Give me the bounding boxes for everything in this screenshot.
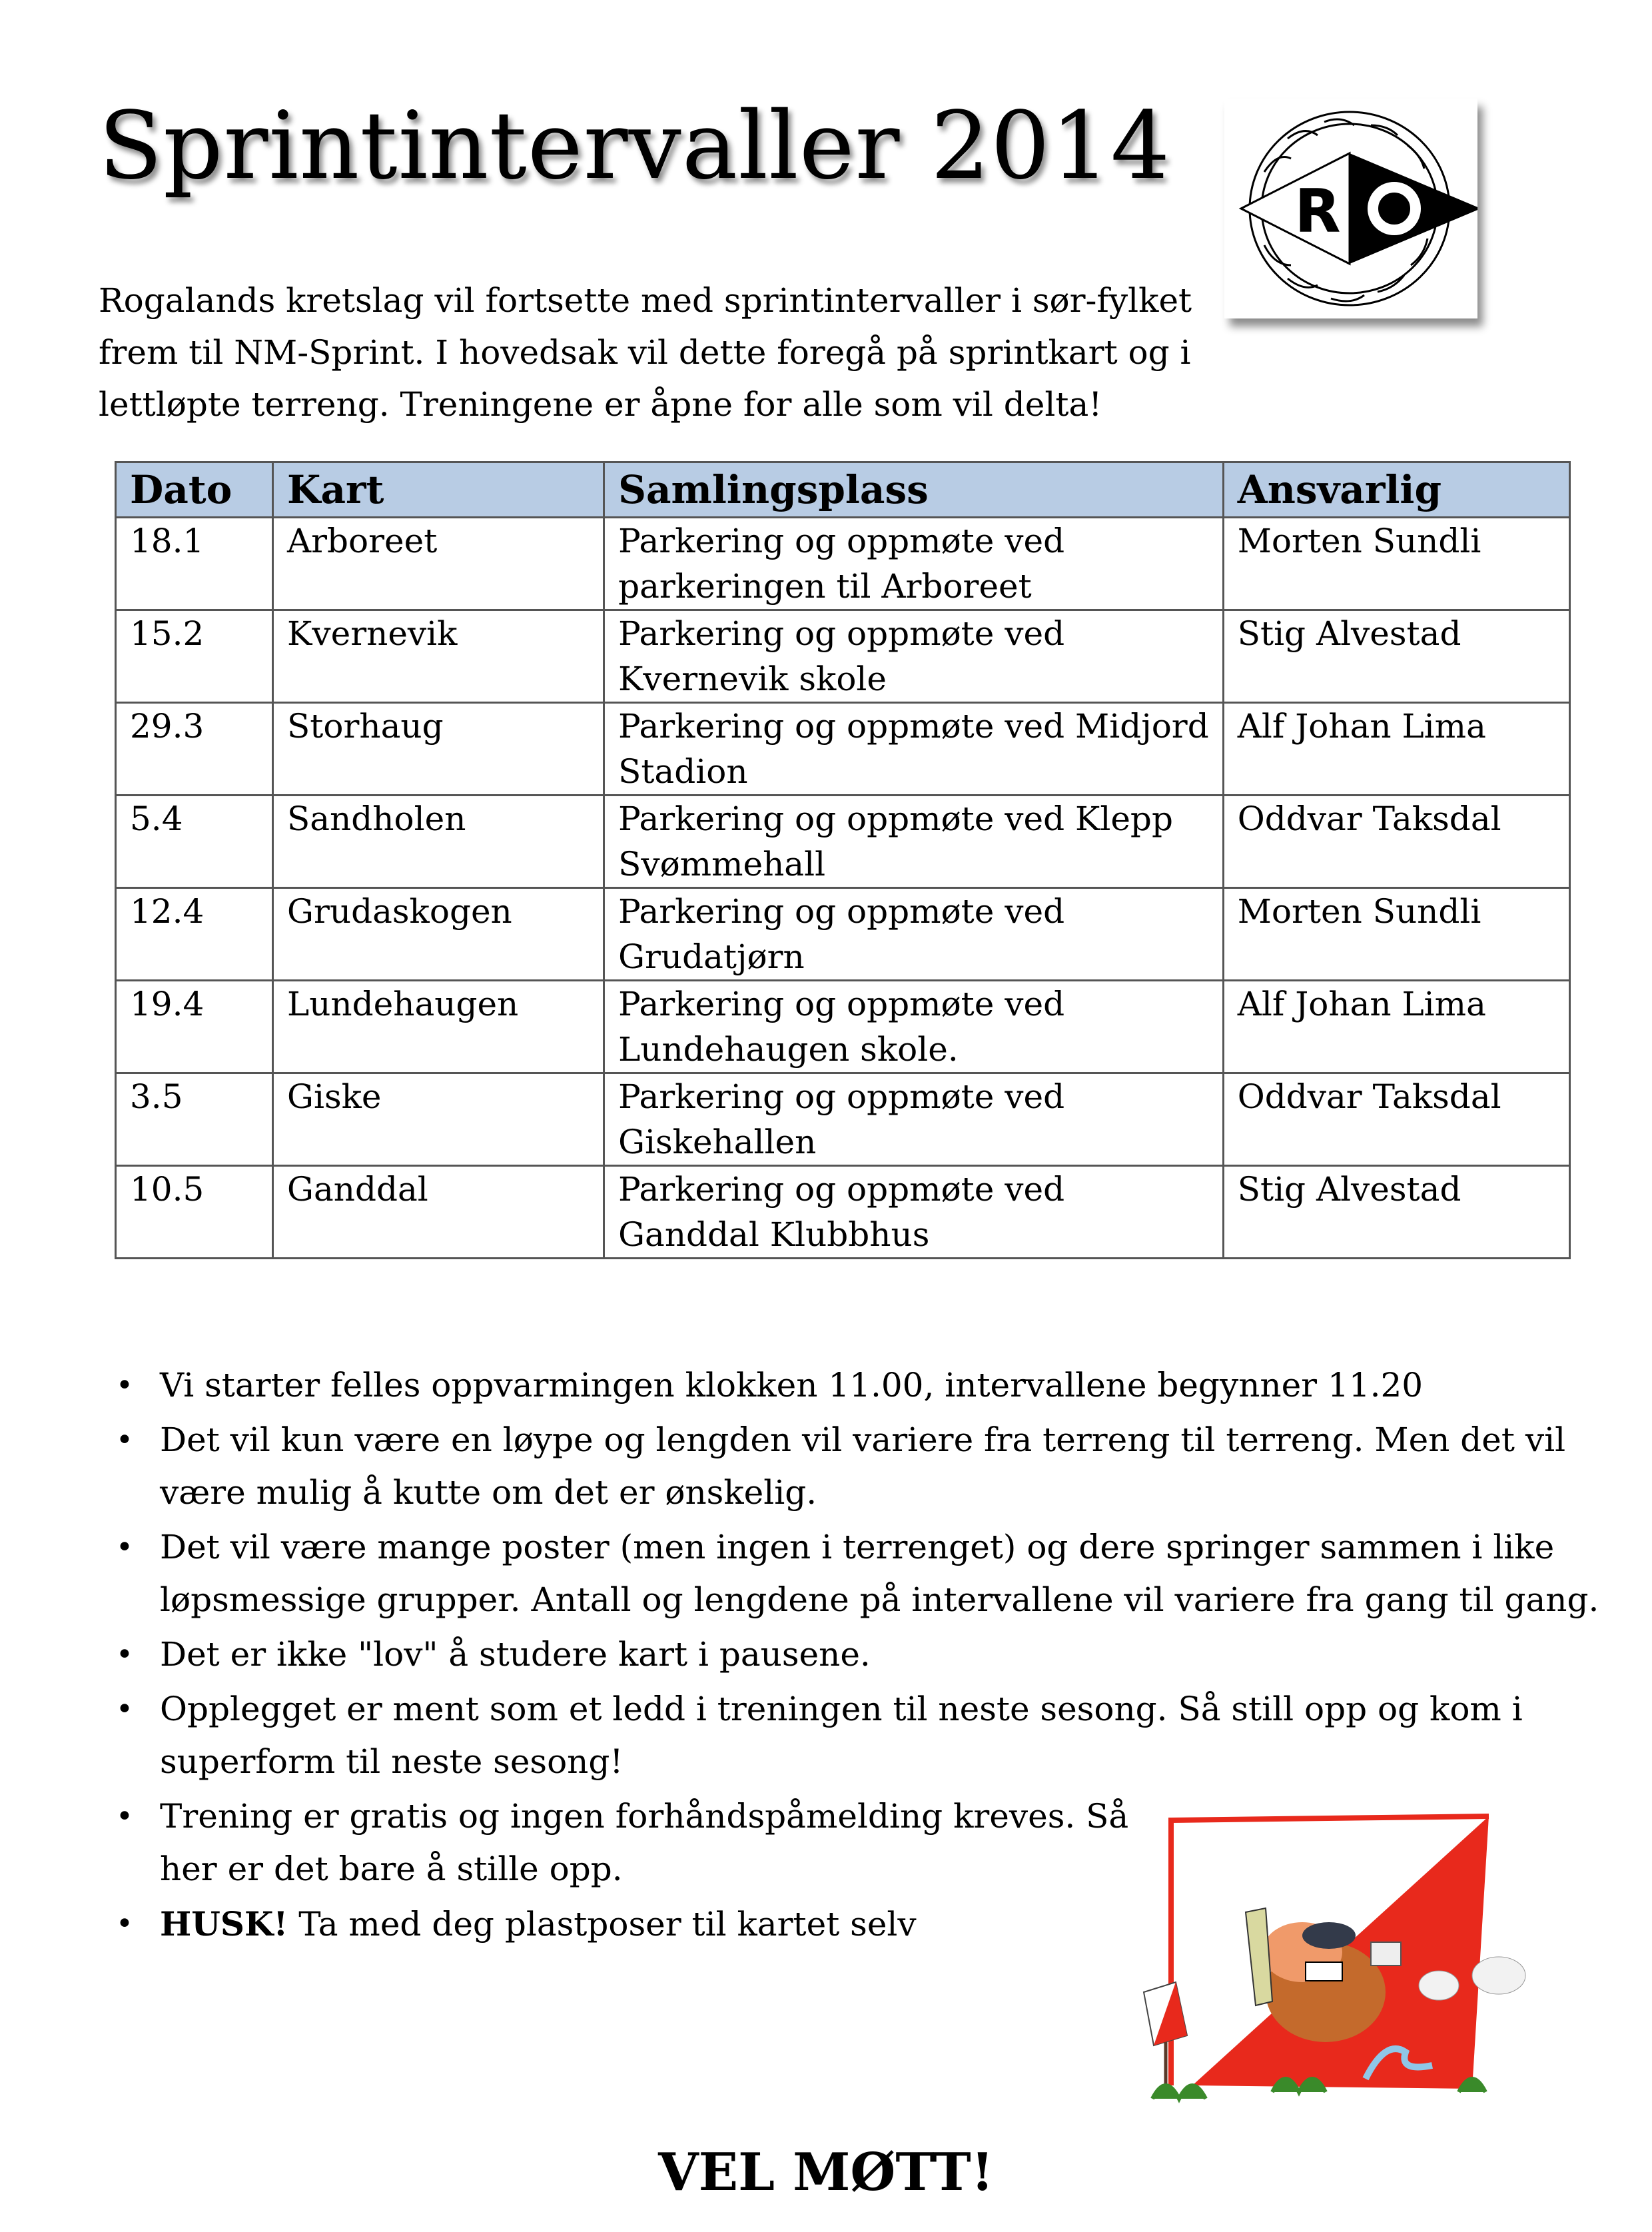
cell-ansvarlig: Alf Johan Lima — [1223, 981, 1569, 1073]
table-row — [116, 518, 1570, 610]
samlingsplass-line: Parkering og oppmøte ved — [618, 1170, 1065, 1209]
cell-dato: 18.1 — [116, 518, 273, 610]
samlingsplass-line: Stadion — [618, 752, 748, 791]
samlingsplass-line: Kvernevik skole — [618, 660, 887, 698]
cell-dato: 29.3 — [116, 703, 273, 796]
cell-kart: Ganddal — [273, 1166, 604, 1259]
note-item — [112, 1359, 1577, 1412]
samlingsplass-line: Parkering og oppmøte ved — [618, 614, 1065, 653]
intro-line: frem til NM-Sprint. I hovedsak vil dette foregå på sprintkart og i — [99, 333, 1191, 372]
cell-kart: Storhaug — [273, 703, 604, 796]
logo-letter-r: R — [1294, 177, 1341, 247]
table-row — [116, 981, 1570, 1073]
orienteering-flag-runner-icon — [1126, 1772, 1559, 2132]
cell-kart: Giske — [273, 1073, 604, 1166]
column-header-kart: Kart — [273, 462, 604, 518]
cell-dato: 10.5 — [116, 1166, 273, 1259]
cell-samlingsplass — [604, 981, 1224, 1073]
cell-ansvarlig: Oddvar Taksdal — [1223, 796, 1569, 888]
table-row — [116, 703, 1570, 796]
note-line: Det vil kun være en løype og lengden vil variere fra terreng til terreng. Men det vil — [160, 1420, 1566, 1459]
bullet-icon: • — [116, 1369, 133, 1402]
cell-kart: Grudaskogen — [273, 888, 604, 981]
note-item — [112, 1414, 1577, 1519]
note-line: være mulig å kutte om det er ønskelig. — [160, 1473, 817, 1512]
table-header-row — [116, 462, 1570, 518]
bullet-icon: • — [116, 1423, 133, 1457]
note-line: Opplegget er ment som et ledd i treningen til neste sesong. Så still opp og kom i — [160, 1690, 1523, 1728]
cell-samlingsplass — [604, 518, 1224, 610]
schedule-table — [115, 461, 1571, 1259]
intro-line: lettløpte terreng. Treningene er åpne for alle som vil delta! — [99, 385, 1102, 424]
samlingsplass-line: Parkering og oppmøte ved — [618, 522, 1065, 560]
cell-ansvarlig: Alf Johan Lima — [1223, 703, 1569, 796]
cell-ansvarlig: Stig Alvestad — [1223, 610, 1569, 703]
cell-samlingsplass — [604, 610, 1224, 703]
samlingsplass-line: Svømmehall — [618, 845, 826, 883]
bullet-icon: • — [116, 1800, 133, 1834]
orienteering-cartoon — [1126, 1772, 1559, 2132]
ro-logo-icon — [1224, 99, 1477, 318]
samlingsplass-line: Lundehaugen skole. — [618, 1030, 959, 1069]
cell-ansvarlig: Morten Sundli — [1223, 518, 1569, 610]
note-line: superform til neste sesong! — [160, 1742, 623, 1781]
samlingsplass-line: Parkering og oppmøte ved Midjord — [618, 707, 1209, 746]
note-text: Ta med deg plastposer til kartet selv — [288, 1905, 917, 1944]
table-row — [116, 888, 1570, 981]
note-item — [112, 1521, 1599, 1626]
samlingsplass-line: parkeringen til Arboreet — [618, 567, 1032, 606]
intro-line: Rogalands kretslag vil fortsette med sprintintervaller i sør-fylket — [99, 281, 1192, 320]
page-title: Sprintintervaller 2014 — [99, 92, 1171, 201]
closing-message: VEL MØTT! — [658, 2142, 994, 2203]
note-line: Trening er gratis og ingen forhåndspåmelding kreves. Så — [160, 1797, 1129, 1836]
samlingsplass-line: Ganddal Klubbhus — [618, 1215, 930, 1254]
cell-dato: 19.4 — [116, 981, 273, 1073]
column-header-ansvarlig: Ansvarlig — [1223, 462, 1569, 518]
cell-dato: 3.5 — [116, 1073, 273, 1166]
note-line: Det er ikke "lov" å studere kart i pausene. — [160, 1635, 871, 1674]
cell-ansvarlig: Morten Sundli — [1223, 888, 1569, 981]
note-item — [112, 1898, 1179, 1951]
cell-kart: Kvernevik — [273, 610, 604, 703]
bullet-icon: • — [116, 1692, 133, 1726]
samlingsplass-line: Parkering og oppmøte ved — [618, 1077, 1065, 1116]
cell-kart: Lundehaugen — [273, 981, 604, 1073]
cell-kart: Arboreet — [273, 518, 604, 610]
cell-samlingsplass — [604, 1166, 1224, 1259]
table-row — [116, 1073, 1570, 1166]
bullet-icon: • — [116, 1907, 133, 1941]
cell-samlingsplass — [604, 703, 1224, 796]
note-line: Det vil være mange poster (men ingen i terrenget) og dere springer sammen i like — [160, 1528, 1555, 1566]
note-line: Vi starter felles oppvarmingen klokken 11.00, intervallene begynner 11.20 — [160, 1366, 1424, 1404]
table-row — [116, 1166, 1570, 1259]
samlingsplass-line: Parkering og oppmøte ved Klepp — [618, 800, 1173, 838]
cell-samlingsplass — [604, 1073, 1224, 1166]
note-line: løpsmessige grupper. Antall og lengdene på intervallene vil variere fra gang til gang. — [160, 1580, 1599, 1619]
samlingsplass-line: Parkering og oppmøte ved — [618, 892, 1065, 931]
samlingsplass-line: Parkering og oppmøte ved — [618, 985, 1065, 1023]
samlingsplass-line: Giskehallen — [618, 1123, 817, 1161]
column-header-samlingsplass: Samlingsplass — [604, 462, 1224, 518]
intro-paragraph — [99, 275, 1198, 430]
cell-kart: Sandholen — [273, 796, 604, 888]
column-header-dato: Dato — [116, 462, 273, 518]
cell-samlingsplass — [604, 888, 1224, 981]
cell-dato: 12.4 — [116, 888, 273, 981]
note-item — [112, 1628, 1577, 1681]
cell-dato: 5.4 — [116, 796, 273, 888]
cell-ansvarlig: Oddvar Taksdal — [1223, 1073, 1569, 1166]
samlingsplass-line: Grudatjørn — [618, 937, 805, 976]
cell-ansvarlig: Stig Alvestad — [1223, 1166, 1569, 1259]
cell-dato: 15.2 — [116, 610, 273, 703]
table-row — [116, 796, 1570, 888]
bullet-icon: • — [116, 1530, 133, 1564]
note-line: her er det bare å stille opp. — [160, 1850, 623, 1888]
note-item — [112, 1790, 1179, 1896]
ro-club-logo — [1224, 99, 1477, 318]
note-emphasis: HUSK! — [160, 1904, 288, 1944]
cell-samlingsplass — [604, 796, 1224, 888]
bullet-icon: • — [116, 1638, 133, 1672]
table-row — [116, 610, 1570, 703]
